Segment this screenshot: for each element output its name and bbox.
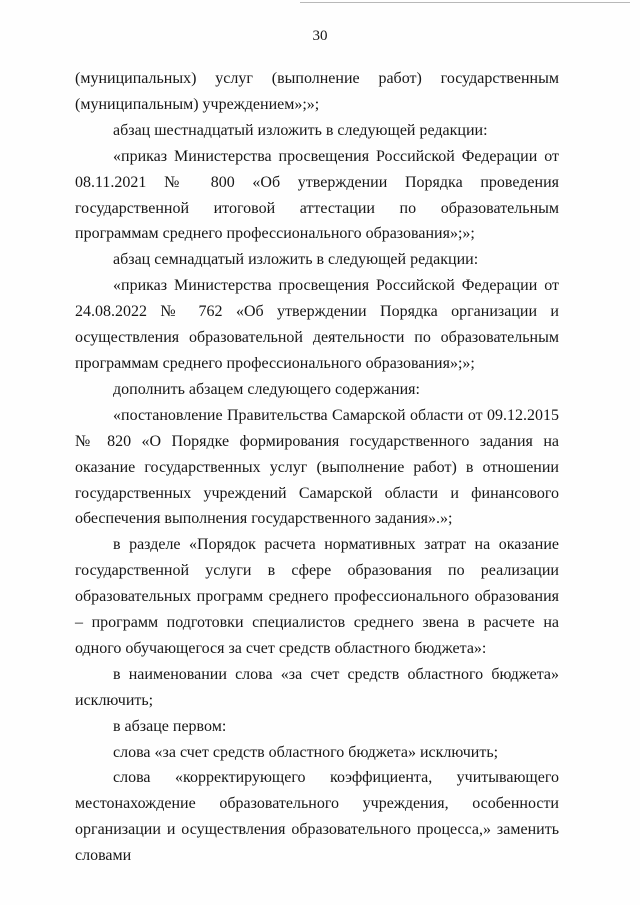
paragraph: слова «за счет средств областного бюджета» исключить; bbox=[113, 743, 499, 761]
paragraph: слова «корректирующего коэффициента, учитывающего местонахождение образовательного учреждения, особенности организации и осуществления образовательного процесса,» заменить словами bbox=[75, 769, 559, 865]
paragraph: абзац шестнадцатый изложить в следующей редакции: bbox=[113, 121, 488, 139]
paragraph: дополнить абзацем следующего содержания: bbox=[113, 380, 420, 398]
scan-edge-line bbox=[300, 2, 630, 3]
paragraph: «приказ Министерства просвещения Российской Федерации от 08.11.2021 № 800 «Об утверждении Порядка проведения государственной итоговой аттестации по образовательным программам среднего профессионального образования»;»; bbox=[75, 147, 559, 243]
paragraph: «постановление Правительства Самарской области от 09.12.2015 № 820 «О Порядке формирования государственного задания на оказание государственных услуг (выполнение работ) в отношении государственных учреждений Самарской области и финансового обеспечения выполнения государственного задания».»; bbox=[75, 406, 559, 528]
paragraph: «приказ Министерства просвещения Российской Федерации от 24.08.2022 № 762 «Об утверждении Порядка организации и осуществления образовательной деятельности по образовательным программам среднего профессионального образования»;»; bbox=[75, 277, 559, 372]
paragraph-continuation: (муниципальных) услуг (выполнение работ) государственным (муниципальным) учреждением»;»; bbox=[75, 70, 559, 113]
document-body bbox=[75, 66, 559, 869]
paragraph: в наименовании слова «за счет средств областного бюджета» исключить; bbox=[75, 665, 559, 709]
page-number: 30 bbox=[312, 28, 328, 44]
paragraph: в абзаце первом: bbox=[113, 717, 227, 735]
paragraph: в разделе «Порядок расчета нормативных затрат на оказание государственной услуги в сфере образования по реализации образовательных программ среднего профессионального образования – программ подготовки специалистов среднего звена в расчете на одного обучающегося за счет средств областного бюджета»: bbox=[75, 536, 559, 657]
paragraph: абзац семнадцатый изложить в следующей редакции: bbox=[113, 251, 479, 269]
